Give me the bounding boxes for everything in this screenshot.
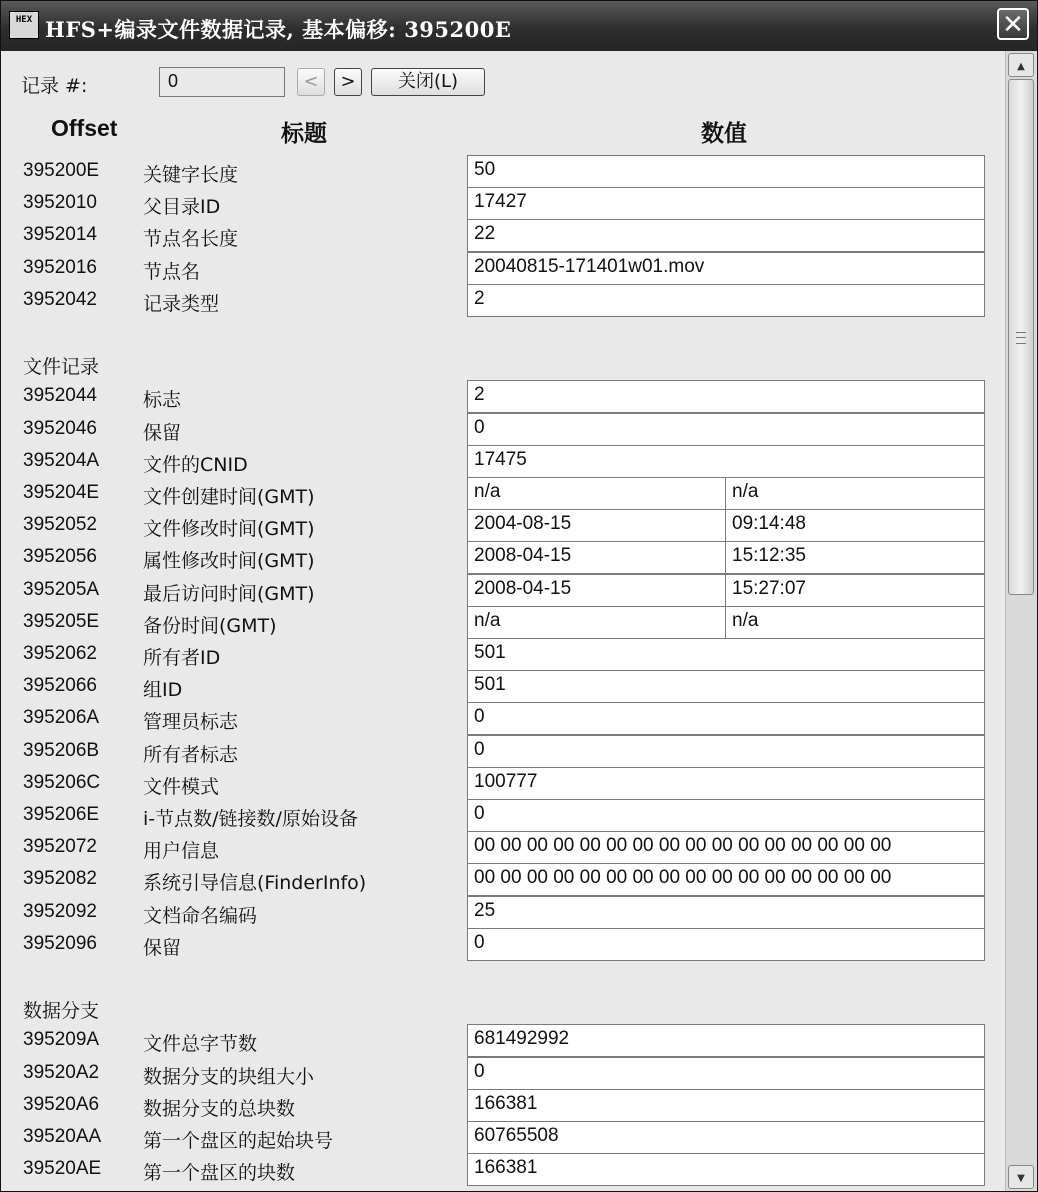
field-title: 文件的CNID xyxy=(143,453,248,476)
field-value-box[interactable]: 0 xyxy=(467,799,985,832)
field-offset: 3952044 xyxy=(23,385,97,407)
field-title: 数据分支的总块数 xyxy=(143,1097,296,1120)
field-title: 文件总字节数 xyxy=(143,1033,258,1056)
field-offset: 3952010 xyxy=(23,192,97,214)
field-offset: 3952096 xyxy=(23,932,97,954)
field-offset: 395206A xyxy=(23,707,100,729)
field-offset: 3952052 xyxy=(23,514,97,536)
field-title: 节点名长度 xyxy=(143,228,239,251)
record-number-input[interactable]: 0 xyxy=(159,67,285,97)
field-offset: 395205A xyxy=(23,578,100,600)
field-value-time-box[interactable]: n/a xyxy=(725,606,985,639)
field-title: i-节点数/链接数/原始设备 xyxy=(143,808,358,830)
field-offset: 395200E xyxy=(23,160,100,181)
field-title: 属性修改时间(GMT) xyxy=(143,550,315,573)
scrollbar-thumb[interactable] xyxy=(1008,79,1034,595)
field-value-box[interactable]: 2 xyxy=(467,284,985,317)
section-heading: 数据分支 xyxy=(23,1000,100,1023)
field-title: 保留 xyxy=(143,936,182,959)
field-offset: 3952082 xyxy=(23,868,97,890)
field-value-box[interactable]: 681492992 xyxy=(467,1024,985,1057)
field-title: 系统引导信息(FinderInfo) xyxy=(143,872,367,895)
field-offset: 395205E xyxy=(23,610,100,632)
field-title: 关键字长度 xyxy=(143,164,239,186)
section-heading: 文件记录 xyxy=(23,356,100,379)
value-column-header: 数值 xyxy=(701,121,747,147)
field-value-box[interactable]: 60765508 xyxy=(467,1121,985,1154)
field-value-time-box[interactable]: 15:27:07 xyxy=(725,574,985,607)
field-offset: 3952066 xyxy=(23,675,97,697)
field-title: 标志 xyxy=(143,389,182,412)
field-title: 保留 xyxy=(143,421,182,444)
field-title: 用户信息 xyxy=(143,840,220,863)
field-title: 节点名 xyxy=(143,260,201,283)
record-number-label: 记录 #: xyxy=(21,75,88,97)
field-value-box[interactable]: 0 xyxy=(467,413,985,446)
field-value-box[interactable]: 2004-08-15 xyxy=(467,509,726,542)
field-offset: 39520AA xyxy=(23,1126,102,1147)
title-column-header: 标题 xyxy=(281,121,327,147)
field-value-box[interactable]: 2 xyxy=(467,380,985,413)
title-bar[interactable] xyxy=(1,1,1037,51)
field-value-box[interactable]: n/a xyxy=(467,477,726,510)
field-value-time-box[interactable]: n/a xyxy=(725,477,985,510)
field-offset: 395206E xyxy=(23,804,100,825)
field-offset: 3952056 xyxy=(23,546,97,568)
field-value-box[interactable]: 00 00 00 00 00 00 00 00 00 00 00 00 00 00 00 00 xyxy=(467,863,985,896)
field-value-box[interactable]: 501 xyxy=(467,670,985,703)
field-value-time-box[interactable]: 15:12:35 xyxy=(725,541,985,574)
field-value-box[interactable]: n/a xyxy=(467,606,726,639)
field-offset: 395209A xyxy=(23,1029,100,1051)
field-title: 父目录ID xyxy=(143,196,221,219)
field-value-box[interactable]: 25 xyxy=(467,896,985,929)
field-value-box[interactable]: 100777 xyxy=(467,767,985,800)
field-offset: 3952042 xyxy=(23,288,97,310)
field-title: 第一个盘区的起始块号 xyxy=(143,1130,334,1152)
field-value-time-box[interactable]: 09:14:48 xyxy=(725,509,985,542)
field-offset: 3952046 xyxy=(23,417,97,439)
field-offset: 39520A6 xyxy=(23,1093,100,1115)
previous-record-button[interactable]: < xyxy=(297,68,325,96)
chevron-up-icon: ▲ xyxy=(1017,61,1025,72)
field-value-box[interactable]: 166381 xyxy=(467,1153,985,1186)
field-title: 备份时间(GMT) xyxy=(143,614,277,637)
field-value-box[interactable]: 50 xyxy=(467,155,985,188)
grip-icon xyxy=(1016,332,1026,344)
field-value-box[interactable]: 22 xyxy=(467,219,985,252)
window-close-button[interactable] xyxy=(997,8,1029,40)
field-offset: 3952062 xyxy=(23,643,97,664)
field-value-box[interactable]: 17475 xyxy=(467,445,985,478)
field-offset: 395206B xyxy=(23,739,100,761)
close-icon: ✕ xyxy=(1002,10,1024,40)
field-value-box[interactable]: 00 00 00 00 00 00 00 00 00 00 00 00 00 00 00 00 xyxy=(467,831,985,864)
offset-column-header: Offset xyxy=(51,115,118,141)
field-offset: 395204E xyxy=(23,482,100,503)
field-title: 所有者标志 xyxy=(143,743,239,766)
field-value-box[interactable]: 2008-04-15 xyxy=(467,541,726,574)
field-title: 管理员标志 xyxy=(143,711,239,734)
vertical-scrollbar[interactable] xyxy=(1005,51,1037,1191)
field-value-box[interactable]: 0 xyxy=(467,735,985,768)
field-title: 第一个盘区的块数 xyxy=(143,1162,296,1185)
chevron-down-icon: ▼ xyxy=(1017,1173,1025,1184)
field-value-box[interactable]: 166381 xyxy=(467,1089,985,1122)
next-record-button[interactable]: > xyxy=(334,68,362,96)
record-content-area xyxy=(1,51,1005,1191)
field-title: 最后访问时间(GMT) xyxy=(143,582,315,605)
field-title: 组ID xyxy=(143,679,183,702)
field-title: 数据分支的块组大小 xyxy=(143,1065,315,1088)
field-offset: 395204A xyxy=(23,449,100,471)
field-offset: 3952014 xyxy=(23,224,97,246)
field-title: 所有者ID xyxy=(143,647,221,669)
field-title: 文档命名编码 xyxy=(143,904,258,927)
window-title: HFS+编录文件数据记录, 基本偏移: 395200E xyxy=(45,17,512,42)
scroll-down-button[interactable] xyxy=(1008,1165,1034,1189)
field-title: 文件修改时间(GMT) xyxy=(143,518,315,541)
field-offset: 3952016 xyxy=(23,256,97,278)
field-value-box[interactable]: 17427 xyxy=(467,187,985,220)
field-title: 文件创建时间(GMT) xyxy=(143,486,315,508)
field-title: 记录类型 xyxy=(143,292,220,315)
close-button[interactable]: 关闭(L) xyxy=(371,68,485,96)
field-value-box[interactable]: 20040815-171401w01.mov xyxy=(467,252,985,285)
field-value-box[interactable]: 2008-04-15 xyxy=(467,574,726,607)
field-value-box[interactable]: 0 xyxy=(467,928,985,961)
field-value-box[interactable]: 501 xyxy=(467,638,985,671)
field-value-box[interactable]: 0 xyxy=(467,702,985,735)
field-offset: 39520AE xyxy=(23,1158,102,1180)
field-offset: 3952072 xyxy=(23,836,97,858)
app-icon-label: HEX xyxy=(15,15,33,25)
field-value-box[interactable]: 0 xyxy=(467,1057,985,1090)
scroll-up-button[interactable] xyxy=(1008,53,1034,77)
hex-app-icon xyxy=(9,11,39,39)
field-offset: 39520A2 xyxy=(23,1061,100,1083)
field-offset: 3952092 xyxy=(23,900,97,922)
field-title: 文件模式 xyxy=(143,775,220,798)
field-offset: 395206C xyxy=(23,771,101,793)
